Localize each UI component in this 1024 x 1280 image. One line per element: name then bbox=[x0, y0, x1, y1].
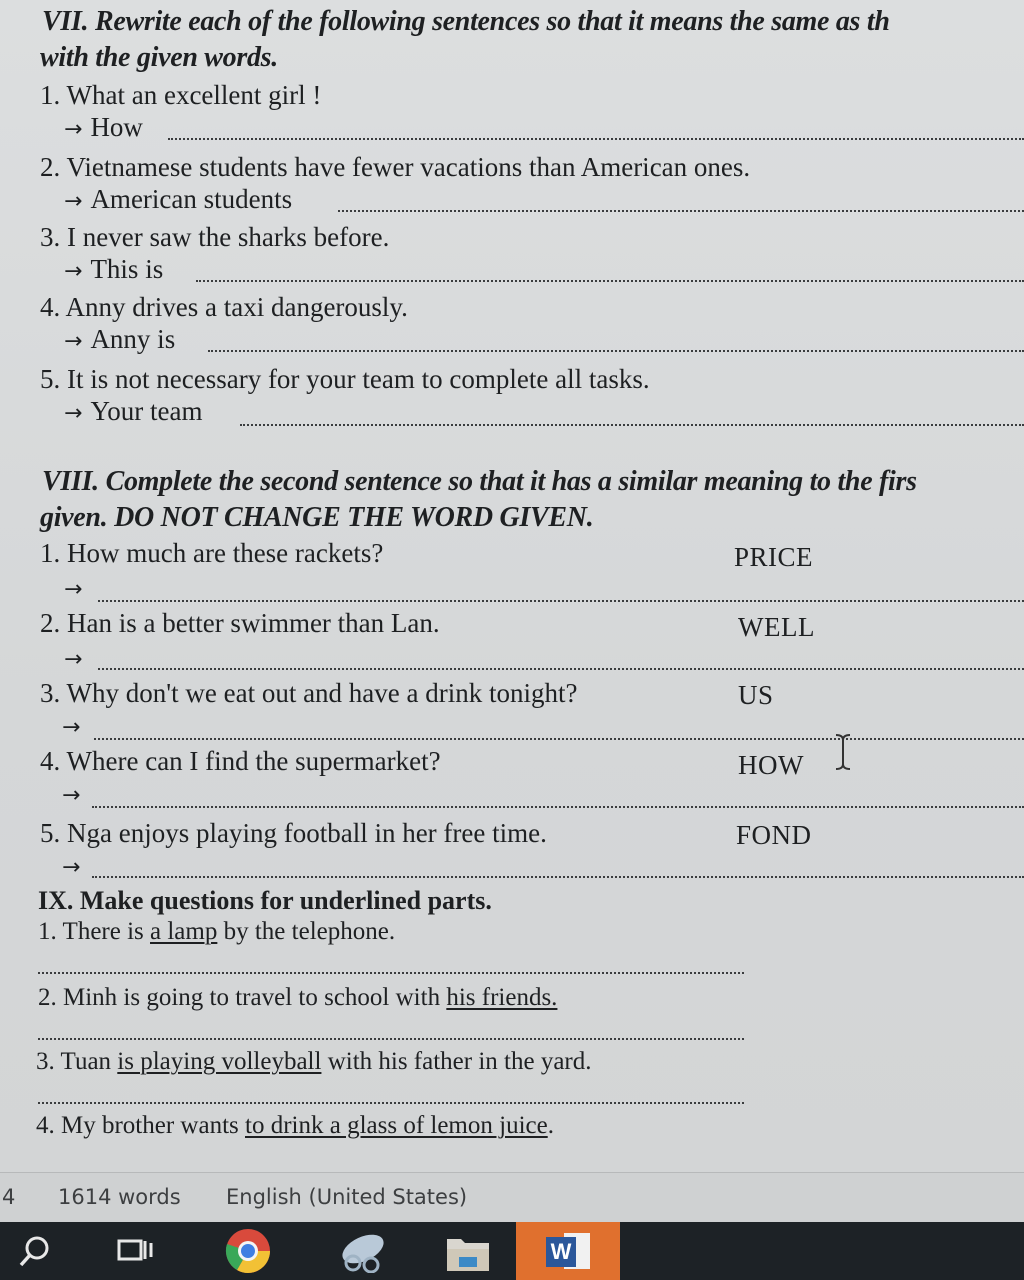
answer-dotted-line bbox=[92, 806, 1024, 808]
status-bar bbox=[0, 1172, 1024, 1223]
s9-underlined: to drink a glass of lemon juice bbox=[245, 1112, 548, 1139]
s7-question-2: 2. Vietnamese students have fewer vacations than American ones. bbox=[40, 152, 751, 182]
s9-text: . bbox=[547, 1112, 554, 1139]
s7-answer-2[interactable] bbox=[64, 184, 292, 215]
answer-dotted-line bbox=[208, 350, 1024, 352]
s8-keyword-4: HOW bbox=[738, 750, 804, 780]
s7-answer-3[interactable] bbox=[64, 254, 163, 285]
app-taskbar-button[interactable] bbox=[316, 1222, 412, 1280]
arrow-icon: → bbox=[64, 647, 83, 672]
answer-dotted-line bbox=[196, 280, 1024, 282]
word-icon bbox=[546, 1231, 590, 1271]
answer-dotted-line bbox=[240, 424, 1024, 426]
s7-question-3: 3. I never saw the sharks before. bbox=[40, 222, 390, 252]
word-count[interactable]: 1614 words bbox=[58, 1185, 181, 1209]
s9-question-1 bbox=[38, 918, 395, 946]
language-indicator[interactable]: English (United States) bbox=[226, 1185, 468, 1209]
answer-dotted-line bbox=[92, 876, 1024, 878]
s9-text: 3. Tuan bbox=[36, 1048, 118, 1075]
s7-answer-1[interactable] bbox=[64, 112, 143, 143]
s8-answer-5[interactable] bbox=[62, 850, 88, 881]
s9-underlined: his friends. bbox=[446, 984, 558, 1011]
section9-heading: IX. Make questions for underlined parts. bbox=[38, 886, 492, 915]
s9-text: 1. There is bbox=[38, 918, 151, 945]
word-taskbar-button[interactable] bbox=[516, 1222, 620, 1280]
file-explorer-button[interactable] bbox=[420, 1222, 516, 1280]
section8-heading-cont: given. DO NOT CHANGE THE WORD GIVEN. bbox=[40, 502, 594, 533]
s8-question-4: 4. Where can I find the supermarket? bbox=[40, 746, 441, 776]
answer-dotted-line[interactable] bbox=[38, 1038, 744, 1040]
answer-dotted-line bbox=[98, 668, 1024, 670]
s7-answer-lead: How bbox=[90, 112, 143, 142]
section7-heading: VII. Rewrite each of the following sentences so that it means the same as th bbox=[42, 6, 890, 37]
s9-underlined: a lamp bbox=[150, 918, 218, 945]
answer-dotted-line[interactable] bbox=[38, 972, 744, 974]
answer-dotted-line[interactable] bbox=[38, 1102, 744, 1104]
section8-heading: VIII. Complete the second sentence so that it has a similar meaning to the firs bbox=[42, 466, 917, 497]
s7-answer-5[interactable] bbox=[64, 396, 202, 427]
s7-answer-lead: Anny is bbox=[90, 324, 176, 354]
chrome-icon bbox=[225, 1228, 271, 1274]
answer-dotted-line bbox=[94, 738, 1024, 740]
s7-question-5: 5. It is not necessary for your team to complete all tasks. bbox=[40, 364, 650, 394]
s7-question-4: 4. Anny drives a taxi dangerously. bbox=[40, 292, 408, 322]
s9-text: with his father in the yard. bbox=[321, 1048, 592, 1075]
arrow-icon: → bbox=[64, 329, 83, 354]
s9-underlined: is playing volleyball bbox=[117, 1048, 322, 1075]
s9-question-4 bbox=[36, 1112, 554, 1140]
s8-keyword-2: WELL bbox=[738, 612, 815, 642]
s8-keyword-3: US bbox=[738, 680, 774, 710]
s8-answer-1[interactable] bbox=[64, 572, 90, 603]
s8-answer-4[interactable] bbox=[62, 778, 88, 809]
arrow-icon: → bbox=[64, 401, 83, 426]
arrow-icon: → bbox=[64, 189, 83, 214]
s7-answer-4[interactable] bbox=[64, 324, 175, 355]
snipping-tool-icon bbox=[337, 1229, 391, 1273]
chrome-taskbar-button[interactable] bbox=[200, 1222, 296, 1280]
taskbar bbox=[0, 1222, 1024, 1280]
search-button[interactable] bbox=[0, 1222, 70, 1280]
word-icon-letter: W bbox=[546, 1237, 576, 1267]
s7-answer-lead: American students bbox=[90, 184, 293, 214]
answer-dotted-line bbox=[168, 138, 1024, 140]
s8-question-1: 1. How much are these rackets? bbox=[40, 538, 384, 568]
s8-answer-3[interactable] bbox=[62, 710, 88, 741]
s7-answer-lead: Your team bbox=[90, 396, 203, 426]
s9-text: by the telephone. bbox=[217, 918, 396, 945]
s8-question-2: 2. Han is a better swimmer than Lan. bbox=[40, 608, 440, 638]
answer-dotted-line bbox=[338, 210, 1024, 212]
task-view-icon bbox=[115, 1233, 155, 1269]
page-indicator[interactable]: 4 bbox=[2, 1185, 16, 1209]
answer-dotted-line bbox=[98, 600, 1024, 602]
s8-answer-2[interactable] bbox=[64, 642, 90, 673]
s8-keyword-5: FOND bbox=[736, 820, 812, 850]
folder-icon bbox=[443, 1229, 493, 1273]
section7-heading-cont: with the given words. bbox=[40, 42, 278, 73]
arrow-icon: → bbox=[62, 855, 81, 880]
s8-keyword-1: PRICE bbox=[734, 542, 814, 572]
s7-question-1: 1. What an excellent girl ! bbox=[40, 80, 322, 110]
ibeam-icon bbox=[832, 732, 854, 772]
s8-question-5: 5. Nga enjoys playing football in her free time. bbox=[40, 818, 547, 848]
arrow-icon: → bbox=[62, 783, 81, 808]
arrow-icon: → bbox=[64, 259, 83, 284]
arrow-icon: → bbox=[64, 117, 83, 142]
task-view-button[interactable] bbox=[90, 1222, 180, 1280]
s9-question-3 bbox=[36, 1048, 592, 1076]
s9-text: 4. My brother wants bbox=[36, 1112, 245, 1139]
s8-question-3: 3. Why don't we eat out and have a drink tonight? bbox=[40, 678, 578, 708]
s7-answer-lead: This is bbox=[90, 254, 164, 284]
s9-text: 2. Minh is going to travel to school with bbox=[38, 984, 447, 1011]
arrow-icon: → bbox=[62, 715, 81, 740]
text-cursor-icon bbox=[832, 732, 854, 772]
arrow-icon: → bbox=[64, 577, 83, 602]
s9-question-2 bbox=[38, 984, 557, 1012]
search-icon bbox=[17, 1233, 53, 1269]
